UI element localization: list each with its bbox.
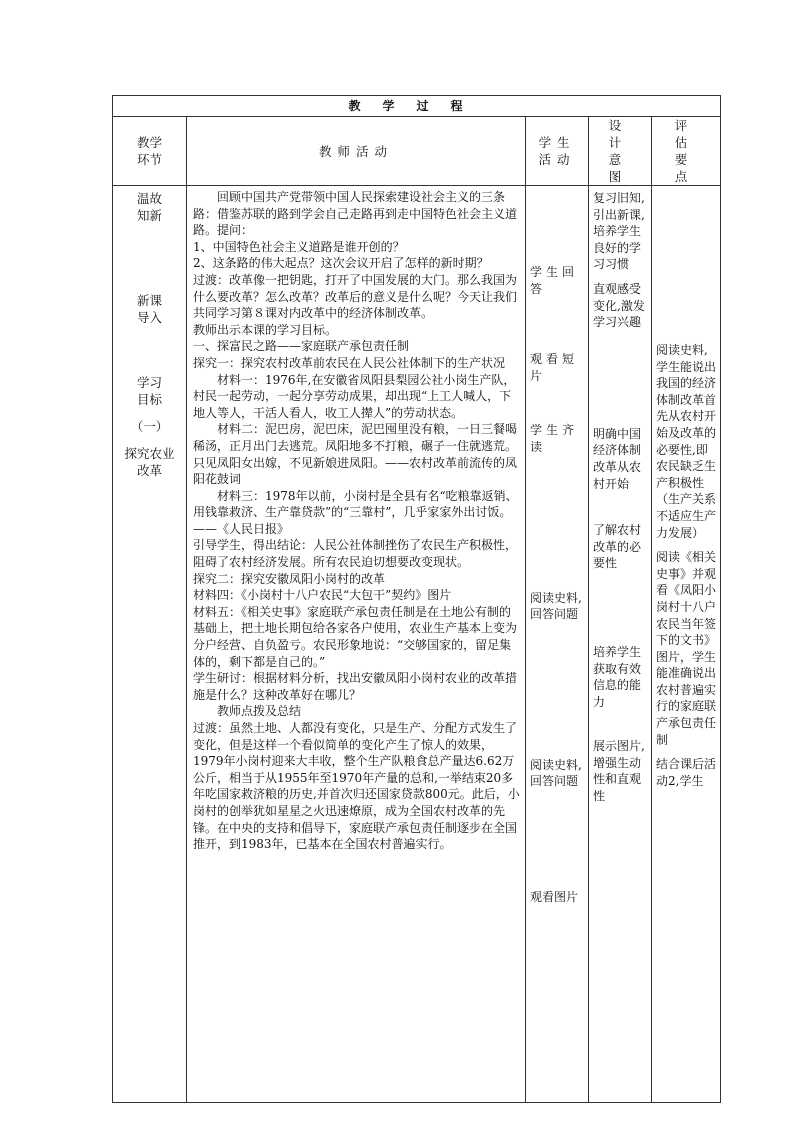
- student-discussion: 学生研讨：根据材料分析，找出安徽凤阳小岗村农业的改革措施是什么？这种改革好在哪儿？: [193, 671, 518, 702]
- header-evaluation-points: 评估要点: [652, 117, 721, 186]
- student-activity-item: 学生齐读: [530, 423, 579, 454]
- stage-label: 知新: [136, 208, 162, 223]
- paragraph-transition-2: 过渡：虽然土地、人都没有变化，只是生产、分配方式发生了变化，但是这样一个看似简单的变化产生了惊人的效果，1979年小岗村迎来大丰收，整个生产队粮食总产量达6.62万公斤，相当于从1955年至1970年产量的总和,一举结束20多年吃国家救济粮的历史,并首次归还国家贷款800元。此后，小岗村的创举犹如星星之火迅速燎原，成为全国农村改革的先锋。在中央的支持和倡导下，家庭联产承包责任制逐步在全国推开，到1983年，已基本在全国农村普遍实行。: [193, 721, 520, 852]
- header-teacher-activity: 教师活动: [187, 117, 526, 186]
- teacher-activity-column: [187, 186, 542, 1103]
- section-heading: 一、探富民之路——家庭联产承包责任制: [193, 339, 410, 354]
- design-intent-item: 直观感受变化,激发学习兴趣: [593, 281, 645, 330]
- design-intent-column: [589, 186, 652, 1103]
- student-activity-item: 阅读史料,回答问题: [530, 757, 582, 789]
- lesson-process-table: [112, 95, 721, 1103]
- paragraph-review: 回顾中国共产党带领中国人民探索建设社会主义的三条路：借鉴苏联的路到学会自己走路再到走中国特色社会主义道路。提问：: [193, 190, 518, 238]
- material-5: 材料五：《相关史事》家庭联产承包责任制是在土地公有制的基础上，把土地长期包给各家各户使用，农业生产基本上变为分户经营、自负盈亏。农民形象地说：“交够国家的，留足集体的，剩下都是自己的。”: [193, 604, 518, 669]
- table-title: 教学过程: [113, 96, 721, 117]
- material-2: 材料二：泥巴房，泥巴床，泥巴囤里没有粮，一日三餐喝稀汤，正月出门去逃荒。凤阳地多不打粮，碾子一住就逃荒。只见凤阳女出嫁，不见新娘进凤阳。——农村改革前流传的凤阳花鼓词: [193, 422, 518, 487]
- header-teaching-stage: 教学环节: [113, 117, 187, 186]
- student-activity-item: 观看图片: [530, 889, 579, 904]
- material-3: 材料三：1978年以前，小岗村是全县有名“吃粮靠返销、用钱靠救济、生产靠贷款”的“三靠村”，几乎家家外出讨饭。 ——《人民日报》: [193, 488, 542, 536]
- stage-label: 新课: [136, 293, 162, 308]
- paragraph-objectives: 教师出示本课的学习目标。: [193, 322, 338, 337]
- inquiry-1: 探究一：探究农村改革前农民在人民公社体制下的生产状况: [193, 355, 506, 370]
- stage-label: 温故: [136, 191, 162, 206]
- design-intent-item: 展示图片,增强生动性和直观性: [593, 739, 645, 804]
- design-intent-item: 了解农村改革的必要性: [593, 523, 642, 571]
- teaching-stage-column: [113, 186, 187, 1103]
- stage-label: 改革: [136, 463, 162, 478]
- student-activity-column: [526, 186, 589, 1103]
- teacher-summary: 教师点拨及总结: [217, 704, 302, 719]
- student-activity-item: 阅读史料,回答问题: [530, 590, 582, 622]
- design-intent-item: 复习旧知,引出新课,培养学生良好的学习习惯: [593, 191, 645, 272]
- student-activity-item: 学生回答: [530, 265, 579, 296]
- stage-label: 目标: [136, 392, 162, 407]
- design-intent-item: 培养学生获取有效信息的能力: [593, 644, 642, 709]
- evaluation-item: 结合课后活动2,学生: [656, 757, 717, 788]
- stage-label: 探究农业: [124, 446, 175, 461]
- material-1: 材料一：1976年,在安徽省凤阳县梨园公社小岗生产队，村民一起劳动，一起分享劳动成果，却出现“上工人喊人，下地人等人，干活人看人，收工人撵人”的劳动状态。: [193, 372, 516, 420]
- question-2: 2、这条路的伟大起点？这次会议开启了怎样的新时期？: [193, 256, 489, 271]
- header-design-intent: 设计意图: [589, 117, 652, 186]
- inquiry-2: 探究二：探究安徽凤阳小岗村的改革: [193, 571, 386, 586]
- stage-label: （一）: [130, 419, 169, 434]
- question-1: 1、中国特色社会主义道路是谁开创的？: [193, 239, 405, 254]
- guide-conclusion: 引导学生，得出结论：人民公社体制挫伤了农民生产积极性，阻碍了农村经济发展。所有农民迫切想要改变现状。: [193, 538, 518, 570]
- header-student-activity: 学生活动: [526, 117, 589, 186]
- stage-label: 学习: [136, 375, 162, 390]
- material-4: 材料四：《小岗村十八户农民“大包干”契约》图片: [193, 588, 452, 603]
- design-intent-item: 明确中国经济体制改革从农村开始: [593, 426, 642, 491]
- stage-label: 导入: [136, 310, 162, 325]
- evaluation-column: [652, 186, 721, 1103]
- student-activity-item: 观看短片: [530, 352, 579, 383]
- paragraph-transition: 过渡：改革像一把钥匙，打开了中国发展的大门。那么我国为什么要改革？怎么改革？改革后的意义是什么呢？今天让我们共同学习第８课对内改革中的经济体制改革。: [193, 272, 518, 321]
- evaluation-item: 阅读《相关史事》并观看《凤阳小岗村十八户农民当年签下的文书》图片，学生能准确说出农村普遍实行的家庭联产承包责任制: [656, 550, 717, 747]
- evaluation-item: 阅读史料,学生能说出我国的经济体制改革首先从农村开始及改革的必要性,即农民缺乏生产积极性（生产关系不适应生产力发展）: [656, 343, 717, 540]
